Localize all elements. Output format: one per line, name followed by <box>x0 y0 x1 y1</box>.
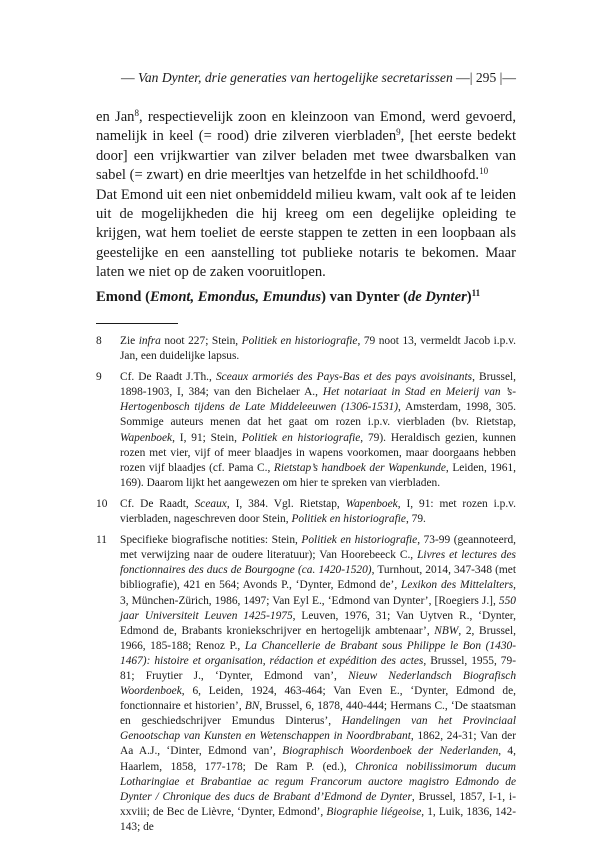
body-text <box>96 108 516 283</box>
text-run: Specifieke biografische notities: Stein, <box>120 534 302 547</box>
text-run: , Leiden, 1961, 169). Daarom lijkt het aangewezen om hier te spreken van vierbladen. <box>120 461 516 489</box>
text-run: Politiek en historiografie <box>291 513 406 526</box>
footnote-11 <box>96 533 516 835</box>
text-run: Cf. De Raadt J.Th., <box>120 371 216 384</box>
text-run: NBW <box>434 624 459 637</box>
page-number: —| 295 |— <box>456 70 516 85</box>
footnote-ref-10: 10 <box>479 166 489 177</box>
text-run: Biographie liégeoise <box>326 805 422 818</box>
footnote-text <box>120 334 516 364</box>
text-run: 550 jaar Universiteit Leuven 1425-1975 <box>120 594 516 622</box>
text-run: , 79). Heraldisch gezien, kunnen rozen met vier, vijf of meer blaadjes in wapens voorkomen, maar doorgaans hebben rozen vijf blaadjes (cf. Pama C., <box>120 431 516 474</box>
text-run: Sceaux <box>194 497 227 510</box>
text-run: , I, 384. Vgl. Rietstap, <box>226 497 346 510</box>
text-run: Emond ( <box>96 289 150 305</box>
text-run: , 4, Haarlem, 1858, 177-178; De Ram P. (ed.), <box>120 745 516 773</box>
text-run: , 1862, 24-31; Van der Aa A.J., ‘Dinter, Edmond van’, <box>120 730 516 758</box>
text-run: , 1, Luik, 1836, 142-143; de <box>120 805 516 833</box>
footnote-rule <box>96 323 178 324</box>
footnote-ref-11: 11 <box>471 288 481 298</box>
footnote-number: 10 <box>96 497 108 510</box>
footnotes <box>96 334 516 841</box>
paragraph-1 <box>96 108 516 186</box>
text-run: Handelingen van het Provinciaal Genootschap van Kunsten en Wetenschappen in Noordbrabant <box>120 715 516 743</box>
text-run: , 79. <box>405 513 426 526</box>
footnote-number: 8 <box>96 335 102 347</box>
running-head <box>96 70 516 86</box>
text-run: ) <box>466 289 472 305</box>
running-head-dash: — <box>121 70 135 85</box>
footnote-text <box>120 370 516 491</box>
text-run: , 79 noot 13, vermeldt Jacob i.p.v. Jan, een duidelijke lapsus. <box>120 335 516 363</box>
footnote-9 <box>96 370 516 491</box>
text-run: en Jan <box>96 109 135 125</box>
section-heading <box>96 289 516 306</box>
text-run: , Amsterdam, 1998, 305. Sommige auteurs menen dat het gaat om rozen i.p.v. vierbladen (bv. Rietstap, <box>120 401 516 429</box>
text-run: Zie <box>120 335 139 347</box>
text-run: , Turnhout, 2014, 347-348 (met bibliografie), 421 en 564; Avonds P., ‘Dynter, Edmond de’, <box>120 564 516 592</box>
text-run: , 3, München-Zürich, 1986, 1497; Van Eyl E., ‘Edmond van Dynter’, [Roegiers J.], <box>120 579 516 607</box>
footnote-number: 11 <box>96 534 107 547</box>
text-run: , I, 91; Stein, <box>172 431 242 444</box>
text-run: , Brussel, 1857, I-1, i-xxviii; de Bec de Lièvre, ‘Dynter, Edmond’, <box>120 790 516 818</box>
text-run: , Brussel, 1955, 79-81; Fruytier J., ‘Dynter, Edmond van’, <box>120 654 516 682</box>
text-run: , Leuven, 1976, 31; Van Uytven R., ‘Dynter, Edmond de, Brabants kroniekschrijver en hertogelijk ambtenaar’, <box>120 609 516 637</box>
footnote-10 <box>96 497 516 527</box>
text-run: infra <box>138 335 161 347</box>
text-run: Chronica nobilissimorum ducum Lotharingiae et Brabantiae ac regum Francorum auctore magistro Edmondo de Dynter / Chronique des ducs de Brabant d’Edmond de Dynter <box>120 760 517 803</box>
text-run: Emont, Emondus, Emundus <box>149 289 322 305</box>
text-run: Rietstap’s handboek der Wapenkunde <box>273 461 446 474</box>
footnote-ref-8: 8 <box>134 108 139 118</box>
text-run: BN <box>244 700 260 713</box>
text-run: , respectievelijk zoon en kleinzoon van Emond, werd gevoerd, namelijk in keel (= rood) drie zilveren vierbladen <box>96 109 516 145</box>
text-run: noot 227; Stein, <box>160 335 242 347</box>
text-run: , I, 91: met rozen i.p.v. vierbladen, nageschreven door Stein, <box>120 497 516 526</box>
text-run: Het notariaat in Stad en Meierij van ’s-Hertogenbosch tijdens de Late Middeleeuwen (1306-1531) <box>120 386 516 414</box>
text-run: Biographisch Woordenboek der Nederlanden <box>282 745 499 758</box>
running-head-title: Van Dynter, drie generaties van hertogelijke secretarissen <box>138 70 453 85</box>
text-run: , 6, Leiden, 1924, 463-464; Van Even E., ‘Dynter, Edmond de, fonctionnaire et historien’, <box>120 685 516 713</box>
text-run: Politiek en historiografie <box>301 534 418 547</box>
text-run: Wapenboek <box>345 497 398 510</box>
text-run: Lexikon des Mittelalters <box>401 579 514 592</box>
text-run: ) van Dynter ( <box>321 289 408 305</box>
text-run: Livres et lectures des fonctionnaires des ducs de Bourgogne (ca. 1420-1520) <box>120 549 516 577</box>
text-run: Sceaux armoriés des Pays-Bas et des pays avoisinants <box>215 371 473 384</box>
text-run: , Brussel, 6, 1878, 440-444; Hermans C., ‘De staatsman en geschiedschrijver Emundus Dinterus’, <box>120 700 516 728</box>
footnote-ref-9: 9 <box>396 127 401 138</box>
text-run: Cf. De Raadt, <box>120 497 195 510</box>
text-run: Politiek en historiografie <box>241 431 361 444</box>
text-run: La Chancellerie de Brabant sous Philippe le Bon (1430-1467): histoire et organisation, rédaction et expédition des actes <box>120 639 516 667</box>
text-run: de Dynter <box>407 289 467 305</box>
paragraph-2: Dat Emond uit een niet onbemiddeld milieu kwam, valt ook af te leiden uit de mogelijkheden die hij kreeg om een degelijke opleiding te krijgen, wat hem toeliet de eerste stappen te zetten in een loopbaan als geestelijke en een aanstelling tot publieke notaris te bekomen. Maar laten we niet op de zaken vooruitlopen. <box>96 186 516 281</box>
text-run: Nieuw Nederlandsch Biografisch Woordenboek <box>120 669 517 698</box>
text-run: , 2, Brussel, 1966, 185-188; Renoz P., <box>120 624 517 652</box>
text-run: , Brussel, 1898-1903, I, 384; van den Bichelaer A., <box>120 371 517 399</box>
footnote-number: 9 <box>96 371 102 384</box>
footnote-text <box>120 533 516 835</box>
text-run: , [het eerste bedekt door] een vrijkwartier van zilver beladen met twee dwarsbalken van sabel (= zwart) en drie meerltjes van hetzelfde in het schildhoofd. <box>96 128 516 184</box>
text-run: Politiek en historiografie <box>241 335 358 347</box>
text-run: , 73-99 (geannoteerd, met verwijzing naar de oudere literatuur); Van Hoorebeeck C., <box>120 534 516 562</box>
footnote-text <box>120 497 516 527</box>
footnote-8 <box>96 334 516 364</box>
text-run: Wapenboek <box>120 431 173 444</box>
